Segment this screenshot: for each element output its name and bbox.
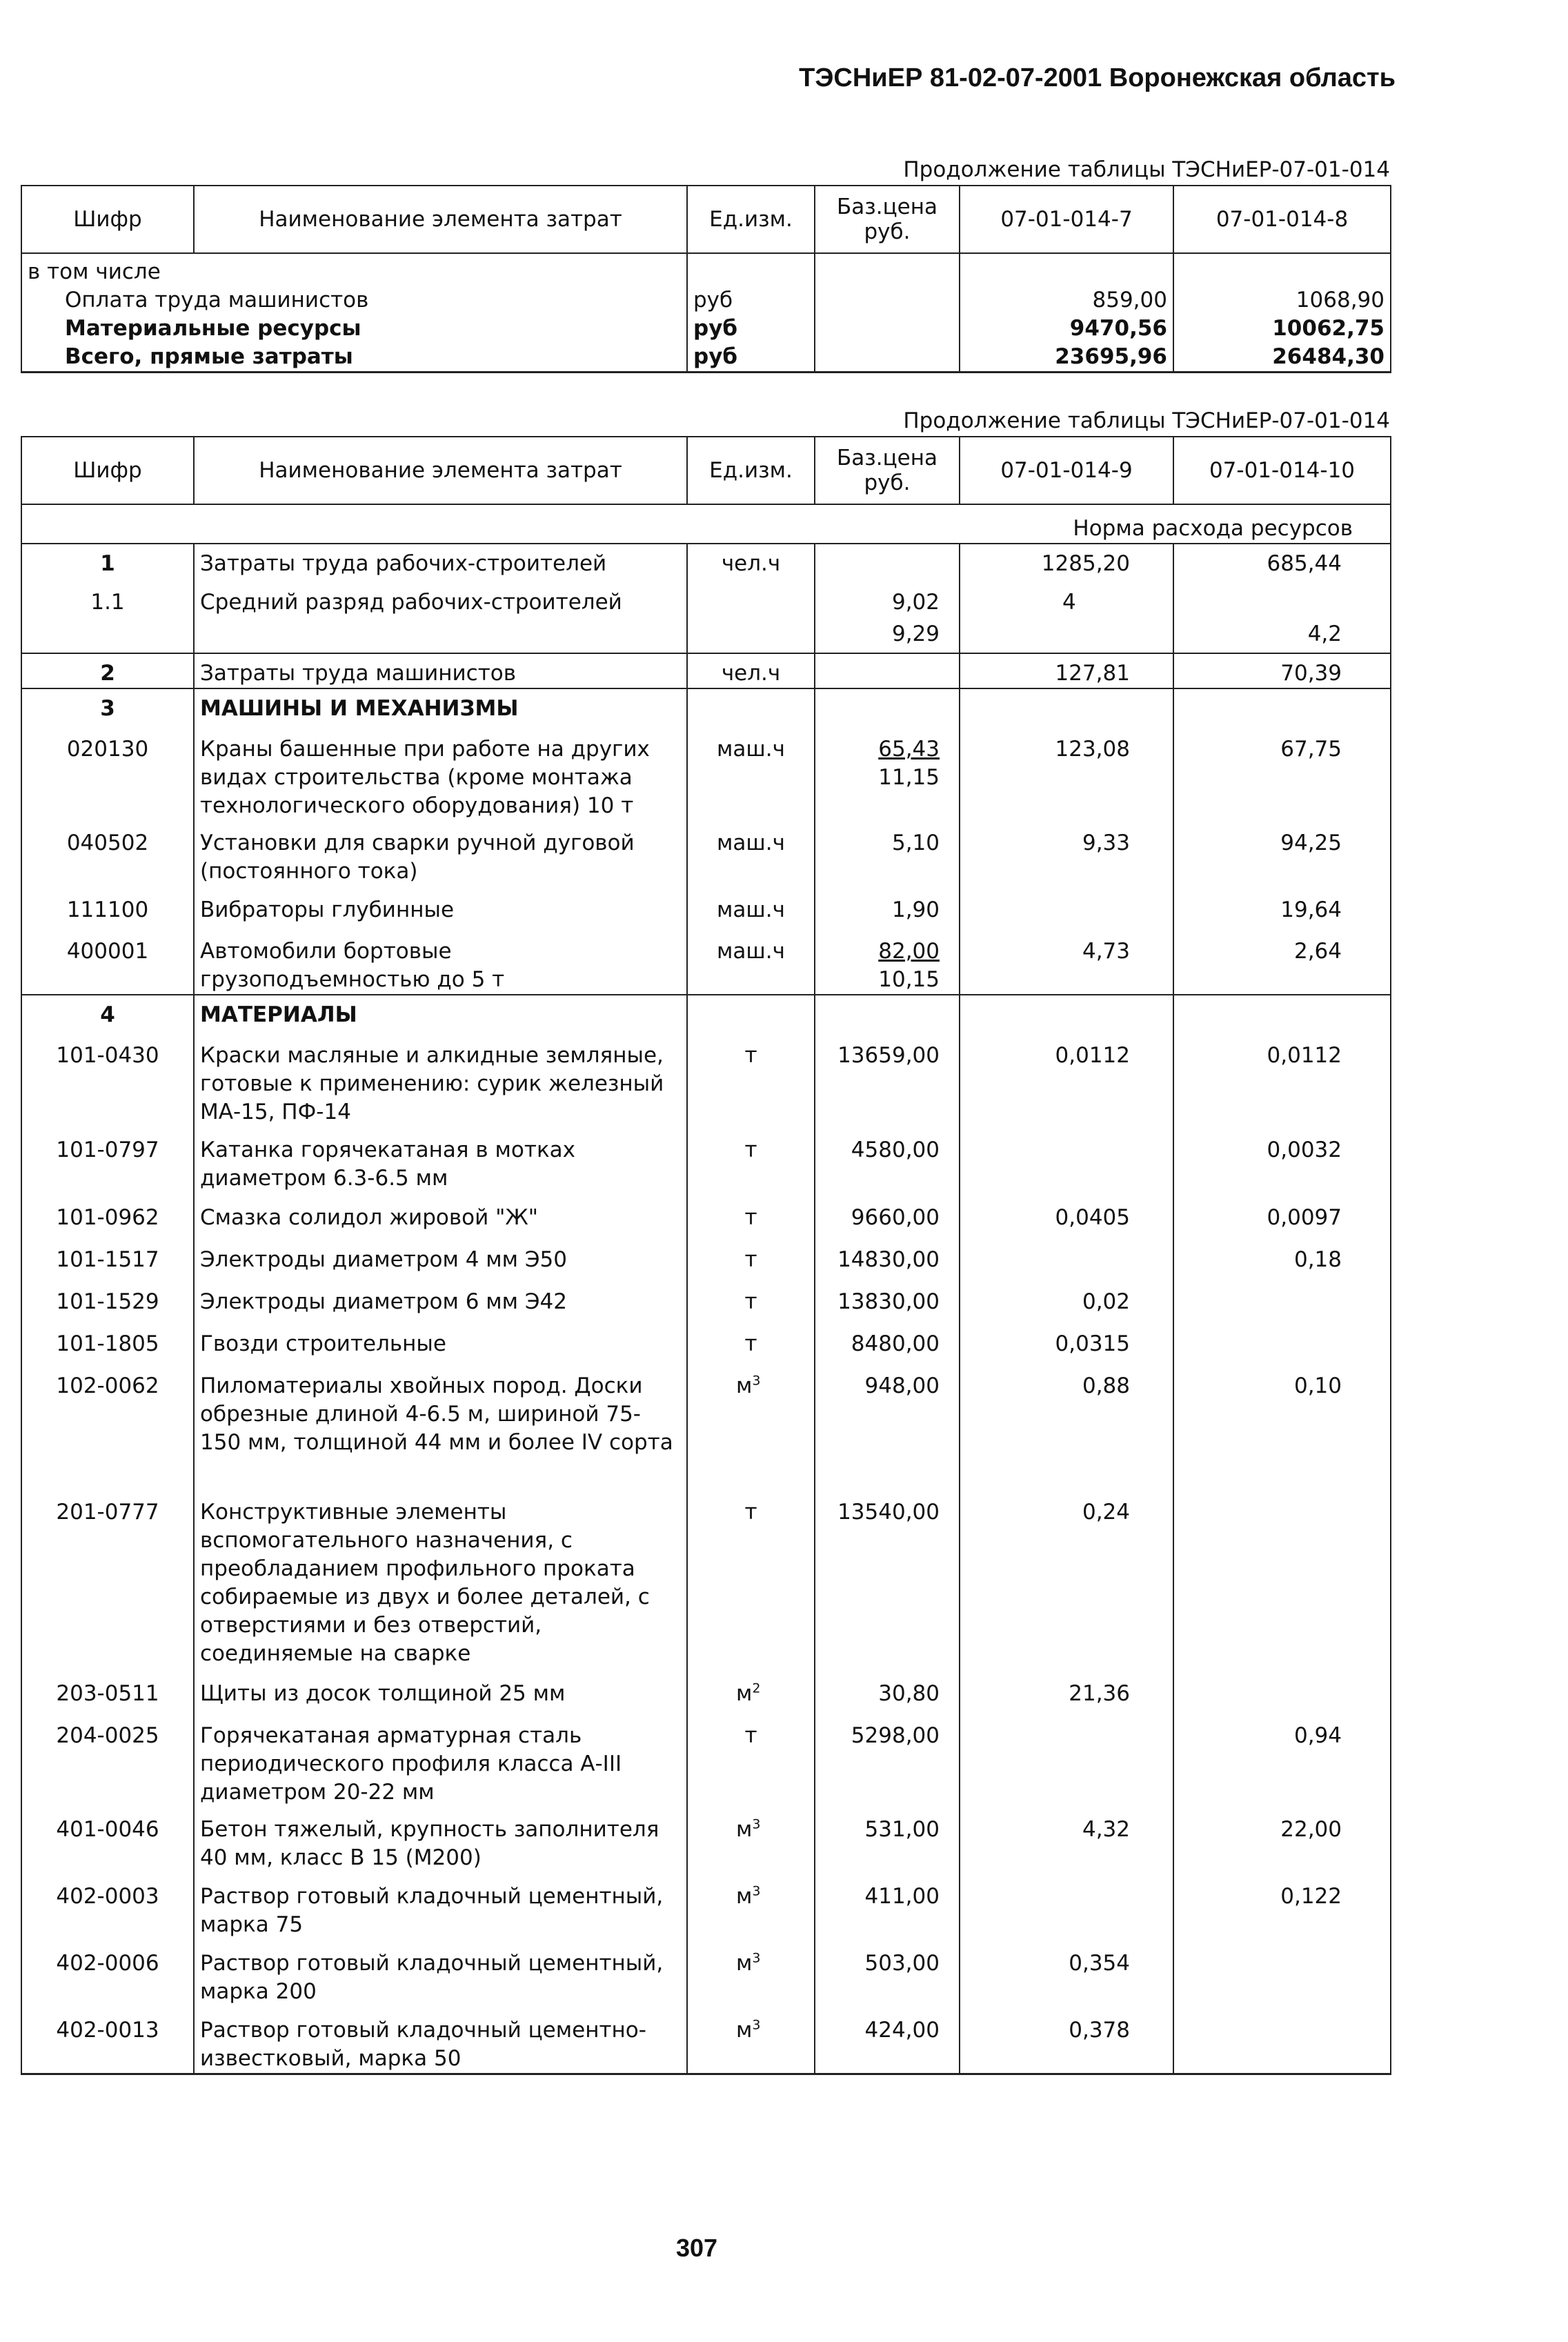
unit-cell	[687, 2011, 815, 2074]
value-cell: 4	[960, 583, 1173, 620]
value-cell: 0,0112	[960, 1036, 1173, 1131]
value-cell: 1285,20	[960, 544, 1173, 583]
table-row	[21, 583, 1391, 620]
value-cell: 0,88	[960, 1367, 1173, 1493]
value-cell: 4,73	[960, 932, 1173, 995]
value-cell	[960, 1877, 1173, 1944]
code-cell: 101-0430	[21, 1036, 194, 1131]
norm-label-row	[21, 504, 1391, 544]
value-cell: 67,75	[1173, 730, 1391, 824]
value-cell	[1173, 1674, 1391, 1716]
price-value: 65,43	[878, 737, 940, 762]
unit-exponent: 2	[752, 1680, 761, 1696]
name-cell: МАТЕРИАЛЫ	[194, 995, 687, 1036]
table-row	[21, 995, 1391, 1036]
value-cell	[960, 1240, 1173, 1282]
value-cell	[1173, 995, 1391, 1036]
column-header-norm-8: 07-01-014-8	[1173, 186, 1391, 253]
column-header-unit: Ед.изм.	[687, 186, 815, 253]
name-cell: Затраты труда рабочих-строителей	[194, 544, 687, 583]
code-cell: 111100	[21, 891, 194, 932]
table-row	[21, 286, 1391, 315]
code-cell: 102-0062	[21, 1367, 194, 1493]
value-cell: 94,25	[1173, 824, 1391, 891]
table-row	[21, 1493, 1391, 1674]
code-cell: 1.1	[21, 583, 194, 620]
value-cell: 0,122	[1173, 1877, 1391, 1944]
value-cell: 0,02	[960, 1282, 1173, 1324]
value-cell: 0,0097	[1173, 1198, 1391, 1240]
name-cell: Средний разряд рабочих-строителей	[194, 583, 687, 620]
price-cell: 1,90	[815, 891, 960, 932]
price-cell	[815, 730, 960, 824]
unit-base: м	[736, 1884, 753, 1909]
name-cell: Установки для сварки ручной дуговой (постоянного тока)	[194, 824, 687, 891]
price-cell: 13540,00	[815, 1493, 960, 1674]
unit-cell: т	[687, 1282, 815, 1324]
name-cell: Гвозди строительные	[194, 1324, 687, 1367]
unit-cell	[687, 1944, 815, 2011]
name-cell: Электроды диаметром 6 мм Э42	[194, 1282, 687, 1324]
column-header-name: Наименование элемента затрат	[194, 186, 687, 253]
table-row	[21, 253, 1391, 286]
value-cell: 19,64	[1173, 891, 1391, 932]
unit-exponent: 3	[752, 1883, 761, 1899]
price-cell: 14830,00	[815, 1240, 960, 1282]
table-row	[21, 620, 1391, 653]
code-cell: 2	[21, 653, 194, 688]
table-row	[21, 343, 1391, 373]
value-cell	[1173, 1282, 1391, 1324]
unit-cell: маш.ч	[687, 824, 815, 891]
table-row	[21, 2011, 1391, 2074]
unit-exponent: 3	[752, 1373, 761, 1389]
name-cell: Электроды диаметром 4 мм Э50	[194, 1240, 687, 1282]
unit-cell: т	[687, 1716, 815, 1810]
price-cell	[815, 688, 960, 730]
value-cell	[960, 1716, 1173, 1810]
value-cell	[960, 688, 1173, 730]
price-cell: 4580,00	[815, 1131, 960, 1198]
table1-header-row	[21, 186, 1391, 253]
code-cell: 400001	[21, 932, 194, 995]
value-cell: 127,81	[960, 653, 1173, 688]
value-cell: 22,00	[1173, 1810, 1391, 1877]
table-row	[21, 1716, 1391, 1810]
name-cell: МАШИНЫ И МЕХАНИЗМЫ	[194, 688, 687, 730]
table-row	[21, 891, 1391, 932]
value-cell: 0,0315	[960, 1324, 1173, 1367]
table-row	[21, 932, 1391, 995]
unit-cell: т	[687, 1240, 815, 1282]
unit-cell: т	[687, 1036, 815, 1131]
price-cell: 424,00	[815, 2011, 960, 2074]
value-cell: 0,10	[1173, 1367, 1391, 1493]
price-cell	[815, 932, 960, 995]
unit-cell	[687, 1367, 815, 1493]
code-cell: 402-0013	[21, 2011, 194, 2074]
name-cell: Конструктивные элементы вспомогательного назначения, с преобладанием профильного проката собираемые из двух и более деталей, с отверстиями и без отверстий, соединяемые на сварке	[194, 1493, 687, 1674]
value-cell	[1173, 1944, 1391, 2011]
table-row	[21, 1944, 1391, 2011]
column-header-norm-9: 07-01-014-9	[960, 437, 1173, 504]
price-cell: 9,02	[815, 583, 960, 620]
unit-exponent: 3	[752, 2017, 761, 2033]
value-cell: 9,33	[960, 824, 1173, 891]
unit-cell: маш.ч	[687, 932, 815, 995]
code-cell: 3	[21, 688, 194, 730]
value-cell: 4,32	[960, 1810, 1173, 1877]
price-value-secondary: 11,15	[878, 765, 940, 790]
price-cell: 13659,00	[815, 1036, 960, 1131]
value-cell	[960, 891, 1173, 932]
value-cell: 685,44	[1173, 544, 1391, 583]
unit-cell	[687, 1810, 815, 1877]
unit-cell: маш.ч	[687, 891, 815, 932]
unit-base: м	[736, 1681, 753, 1706]
table-row	[21, 653, 1391, 688]
value-cell: 4,2	[1173, 620, 1391, 653]
unit-exponent: 3	[752, 1950, 761, 1966]
price-value: 82,00	[878, 939, 940, 964]
value-cell	[1173, 2011, 1391, 2074]
table-row	[21, 315, 1391, 343]
unit-cell: руб	[687, 315, 815, 343]
value-cell	[1173, 1324, 1391, 1367]
table-row	[21, 1198, 1391, 1240]
price-cell: 531,00	[815, 1810, 960, 1877]
unit-base: м	[736, 1817, 753, 1842]
code-cell: 020130	[21, 730, 194, 824]
table-row	[21, 1324, 1391, 1367]
unit-cell: т	[687, 1493, 815, 1674]
resource-table-2	[21, 436, 1391, 2075]
unit-base: м	[736, 1951, 753, 1976]
value-cell: 0,18	[1173, 1240, 1391, 1282]
name-cell: Горячекатаная арматурная сталь периодического профиля класса А-III диаметром 20-22 мм	[194, 1716, 687, 1810]
value-cell: 0,0405	[960, 1198, 1173, 1240]
price-cell	[815, 995, 960, 1036]
price-cell: 5298,00	[815, 1716, 960, 1810]
unit-base: м	[736, 2018, 753, 2043]
name-cell: Смазка солидол жировой "Ж"	[194, 1198, 687, 1240]
value-cell: 0,0032	[1173, 1131, 1391, 1198]
value-cell: 0,94	[1173, 1716, 1391, 1810]
unit-base: м	[736, 1373, 753, 1398]
value-cell: 9470,56	[960, 315, 1173, 343]
table-row	[21, 1674, 1391, 1716]
column-header-norm-7: 07-01-014-7	[960, 186, 1173, 253]
value-cell: 10062,75	[1173, 315, 1391, 343]
unit-cell: т	[687, 1198, 815, 1240]
price-cell: 503,00	[815, 1944, 960, 2011]
code-cell: 040502	[21, 824, 194, 891]
code-cell: 402-0003	[21, 1877, 194, 1944]
value-cell: 26484,30	[1173, 343, 1391, 373]
table-row	[21, 1877, 1391, 1944]
column-header-norm-10: 07-01-014-10	[1173, 437, 1391, 504]
name-cell: Бетон тяжелый, крупность заполнителя 40 мм, класс В 15 (М200)	[194, 1810, 687, 1877]
value-cell: 23695,96	[960, 343, 1173, 373]
code-cell: 101-1805	[21, 1324, 194, 1367]
name-cell: Раствор готовый кладочный цементно-известковый, марка 50	[194, 2011, 687, 2074]
name-cell: Раствор готовый кладочный цементный, марка 75	[194, 1877, 687, 1944]
code-cell: 101-0962	[21, 1198, 194, 1240]
page-header-title: ТЭСНиЕР 81-02-07-2001 Воронежская область	[799, 63, 1396, 92]
value-cell: 0,0112	[1173, 1036, 1391, 1131]
norm-label: Норма расхода ресурсов	[21, 504, 1391, 544]
column-header-base-price: Баз.цена руб.	[815, 186, 960, 253]
value-cell: 1068,90	[1173, 286, 1391, 315]
unit-cell	[687, 995, 815, 1036]
column-header-code: Шифр	[21, 186, 194, 253]
column-header-unit: Ед.изм.	[687, 437, 815, 504]
code-cell: 101-1517	[21, 1240, 194, 1282]
page-number: 307	[676, 2234, 718, 2262]
value-cell	[960, 1131, 1173, 1198]
name-cell: Раствор готовый кладочный цементный, марка 200	[194, 1944, 687, 2011]
unit-cell: руб	[687, 343, 815, 373]
row-label: в том числе	[21, 253, 687, 286]
unit-cell: чел.ч	[687, 544, 815, 583]
table-row	[21, 730, 1391, 824]
table-row	[21, 544, 1391, 583]
code-cell: 101-0797	[21, 1131, 194, 1198]
column-header-base-price: Баз.цена руб.	[815, 437, 960, 504]
price-cell: 8480,00	[815, 1324, 960, 1367]
name-cell: Краны башенные при работе на других видах строительства (кроме монтажа технологического оборудования) 10 т	[194, 730, 687, 824]
table-row	[21, 688, 1391, 730]
row-label: Материальные ресурсы	[21, 315, 687, 343]
code-cell: 101-1529	[21, 1282, 194, 1324]
value-cell: 21,36	[960, 1674, 1173, 1716]
name-cell: Катанка горячекатаная в мотках диаметром 6.3-6.5 мм	[194, 1131, 687, 1198]
name-cell: Затраты труда машинистов	[194, 653, 687, 688]
code-cell: 204-0025	[21, 1716, 194, 1810]
unit-cell: т	[687, 1324, 815, 1367]
unit-exponent: 3	[752, 1816, 761, 1832]
table-row	[21, 1367, 1391, 1493]
table1-continuation-label: Продолжение таблицы ТЭСНиЕР-07-01-014	[903, 157, 1390, 182]
code-cell: 203-0511	[21, 1674, 194, 1716]
price-cell: 9660,00	[815, 1198, 960, 1240]
price-cell: 30,80	[815, 1674, 960, 1716]
value-cell: 0,354	[960, 1944, 1173, 2011]
code-cell: 4	[21, 995, 194, 1036]
name-cell: Краски масляные и алкидные земляные, готовые к применению: сурик железный МА-15, ПФ-14	[194, 1036, 687, 1131]
code-cell: 401-0046	[21, 1810, 194, 1877]
name-cell: Щиты из досок толщиной 25 мм	[194, 1674, 687, 1716]
code-cell: 402-0006	[21, 1944, 194, 2011]
row-label: Оплата труда машинистов	[21, 286, 687, 315]
resource-table-1	[21, 185, 1391, 373]
value-cell	[960, 995, 1173, 1036]
table2-header-row	[21, 437, 1391, 504]
table-row	[21, 824, 1391, 891]
price-cell: 5,10	[815, 824, 960, 891]
price-cell: 13830,00	[815, 1282, 960, 1324]
name-cell: Автомобили бортовые грузоподъемностью до 5 т	[194, 932, 687, 995]
price-value-secondary: 10,15	[878, 967, 940, 992]
value-cell: 70,39	[1173, 653, 1391, 688]
table-row	[21, 1810, 1391, 1877]
price-cell	[815, 653, 960, 688]
price-cell: 411,00	[815, 1877, 960, 1944]
value-cell: 0,24	[960, 1493, 1173, 1674]
unit-cell: маш.ч	[687, 730, 815, 824]
unit-cell	[687, 688, 815, 730]
name-cell: Пиломатериалы хвойных пород. Доски обрезные длиной 4-6.5 м, шириной 75-150 мм, толщиной 44 мм и более IV сорта	[194, 1367, 687, 1493]
value-cell	[1173, 1493, 1391, 1674]
unit-cell	[687, 1877, 815, 1944]
value-cell: 859,00	[960, 286, 1173, 315]
column-header-code: Шифр	[21, 437, 194, 504]
price-cell: 948,00	[815, 1367, 960, 1493]
code-cell: 201-0777	[21, 1493, 194, 1674]
table-row	[21, 1240, 1391, 1282]
value-cell: 0,378	[960, 2011, 1173, 2074]
code-cell: 1	[21, 544, 194, 583]
price-cell: 9,29	[815, 620, 960, 653]
value-cell: 123,08	[960, 730, 1173, 824]
unit-cell: руб	[687, 286, 815, 315]
value-cell	[1173, 688, 1391, 730]
table2-continuation-label: Продолжение таблицы ТЭСНиЕР-07-01-014	[903, 408, 1390, 433]
unit-cell: т	[687, 1131, 815, 1198]
unit-cell: чел.ч	[687, 653, 815, 688]
price-cell	[815, 544, 960, 583]
table2-body	[21, 544, 1391, 2074]
column-header-name: Наименование элемента затрат	[194, 437, 687, 504]
row-label: Всего, прямые затраты	[21, 343, 687, 373]
table-row	[21, 1282, 1391, 1324]
value-cell: 2,64	[1173, 932, 1391, 995]
table-row	[21, 1131, 1391, 1198]
table-row	[21, 1036, 1391, 1131]
name-cell: Вибраторы глубинные	[194, 891, 687, 932]
unit-cell	[687, 1674, 815, 1716]
